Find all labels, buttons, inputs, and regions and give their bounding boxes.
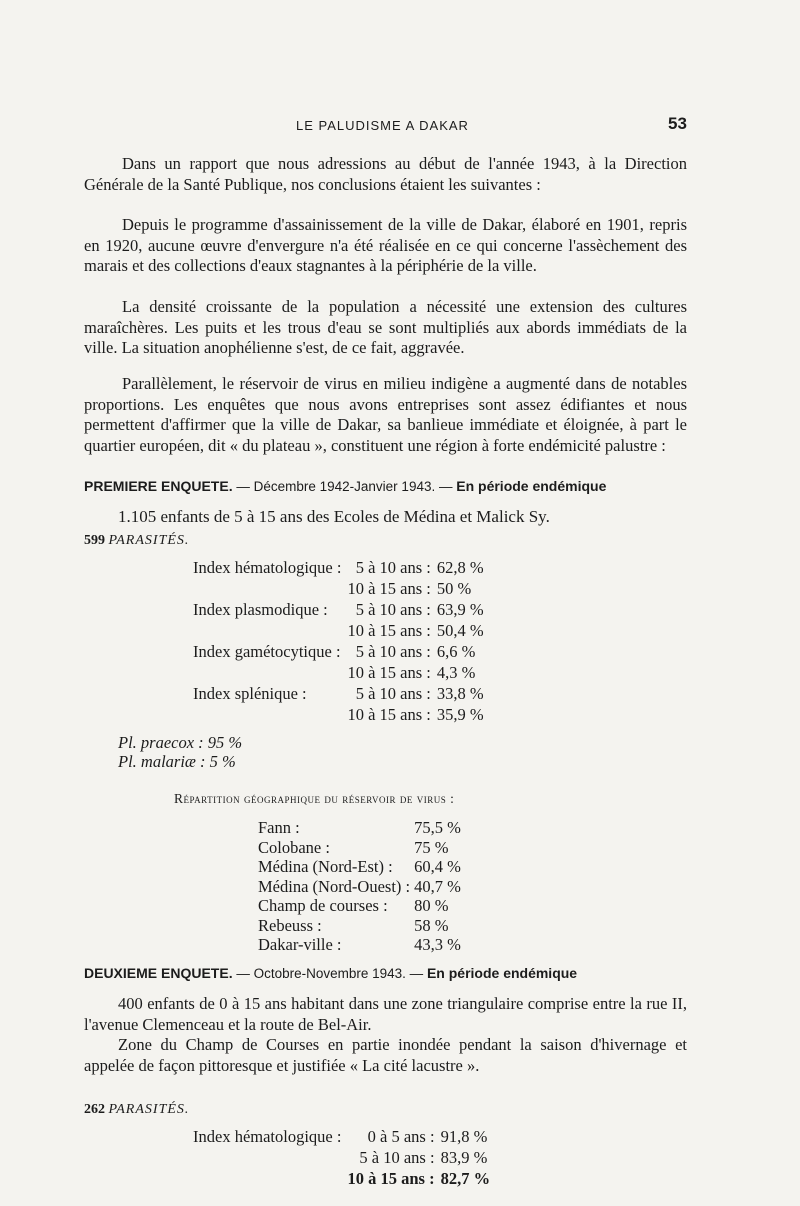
index-value: 82,7 % [440, 1169, 491, 1188]
index-value: 33,8 % [436, 684, 484, 703]
enquete2-paragraph-1: 400 enfants de 0 à 15 ans habitant dans une zone triangulaire comprise entre la rue II, l'avenue Clemenceau et la route de Bel-Air. [84, 994, 687, 1034]
table-row [256, 818, 463, 838]
index-name: Index plasmodique : [193, 600, 328, 619]
paragraph-3: La densité croissante de la population a nécessité une extension des cultures maraîchères. Les puits et les trous d'eau se sont multipliés aux abords immédiats de la ville. La situation anophélienne s'est, de ce fait, aggravée. [84, 297, 687, 357]
index-name: Index hématologique : [193, 558, 342, 577]
enquete1-dates: — Décembre 1942-Janvier 1943. — [236, 479, 453, 494]
index-name: Index splénique : [193, 684, 307, 703]
index-table-2 [190, 1126, 493, 1189]
value: 43,3 % [414, 935, 461, 954]
table-row [256, 857, 463, 877]
enquete2-dates: — Octobre-Novembre 1943. — [236, 966, 424, 981]
age-range: 5 à 10 ans : [355, 684, 431, 703]
table-row [256, 935, 463, 955]
table-row [190, 662, 487, 683]
enquete2-parasites [84, 1102, 189, 1118]
place: Champ de courses : [258, 896, 388, 915]
table-row [256, 896, 463, 916]
parasites-label: PARASITÉS. [108, 1102, 190, 1117]
age-range: 10 à 15 ans : [347, 579, 431, 598]
value: 80 % [414, 896, 449, 915]
place: Colobane : [258, 837, 330, 857]
age-range: 5 à 10 ans : [355, 642, 431, 661]
table-row [190, 557, 487, 578]
species-malariae: Pl. malariæ : 5 % [118, 752, 236, 771]
paragraph-4: Parallèlement, le réservoir de virus en milieu indigène a augmenté dans de notables proportions. Les enquêtes que nous avons entreprises sont assez édifiantes et nous permettent d'affirmer que la ville de Dakar, sa banlieue immédiate et éloignée, à part le quartier européen, dit « du plateau », constituent une région à forte endémicité palustre : [84, 374, 687, 455]
enquete1-title: PREMIERE ENQUETE. [84, 478, 233, 494]
paragraph-2: Depuis le programme d'assainissement de la ville de Dakar, élaboré en 1901, repris en 1920, aucune œuvre d'envergure n'a été réalisée en ce qui concerne l'assèchement des marais et des collections d'eaux stagnantes à la périphérie de la ville. [84, 215, 687, 275]
table-row [190, 1168, 493, 1189]
age-range: 0 à 5 ans : [367, 1127, 435, 1146]
place: Médina (Nord-Est) : [258, 857, 393, 876]
parasites-count: 262 [84, 1102, 105, 1117]
enquete2-heading [84, 965, 704, 981]
parasites-label: PARASITÉS. [108, 533, 190, 548]
repartition-title: Répartition géographique du réservoir de virus : [174, 791, 455, 806]
place: Rebeuss : [258, 915, 322, 935]
index-value: 4,3 % [436, 663, 476, 682]
table-row [190, 704, 487, 725]
place: Fann : [258, 818, 300, 837]
place: Dakar-ville : [258, 935, 342, 954]
age-range: 5 à 10 ans : [355, 558, 431, 577]
index-value: 50 % [436, 579, 472, 598]
index-name: Index gamétocytique : [193, 642, 341, 661]
running-head: LE PALUDISME A DAKAR [296, 118, 469, 133]
index-value: 63,9 % [436, 600, 484, 619]
parasites-count: 599 [84, 533, 105, 548]
enquete2-period: En période endémique [426, 965, 578, 981]
index-value: 35,9 % [436, 705, 484, 724]
value: 58 % [414, 915, 449, 935]
table-row [190, 683, 487, 704]
paragraph-1: Dans un rapport que nous adressions au début de l'année 1943, à la Direction Générale de la Santé Publique, nos conclusions étaient les suivantes : [84, 154, 687, 194]
enquete1-intro: 1.105 enfants de 5 à 15 ans des Ecoles de Médina et Malick Sy. [118, 507, 550, 526]
repartition-table [256, 818, 463, 955]
enquete1-parasites [84, 533, 189, 549]
age-range: 5 à 10 ans : [355, 600, 431, 619]
age-range: 10 à 15 ans : [347, 1169, 435, 1188]
value: 40,7 % [414, 876, 461, 896]
table-row [190, 620, 487, 641]
table-row [190, 641, 487, 662]
table-row [190, 599, 487, 620]
enquete1-period: En période endémique [456, 478, 607, 494]
age-range: 10 à 15 ans : [347, 663, 431, 682]
table-row [256, 916, 463, 936]
index-value: 6,6 % [436, 642, 476, 661]
index-table-1 [190, 557, 487, 725]
table-row [190, 1147, 493, 1168]
species-praecox: Pl. praecox : 95 % [118, 733, 243, 752]
value: 75 % [414, 837, 449, 857]
page-number: 53 [668, 114, 687, 133]
enquete2-paragraph-2: Zone du Champ de Courses en partie inondée pendant la saison d'hivernage et appelée de façon pittoresque et justifiée « La cité lacustre ». [84, 1035, 687, 1075]
value: 60,4 % [414, 857, 461, 876]
index-name: Index hématologique : [193, 1127, 342, 1146]
place: Médina (Nord-Ouest) : [258, 876, 411, 896]
index-value: 83,9 % [440, 1148, 488, 1167]
index-value: 91,8 % [440, 1127, 488, 1146]
age-range: 10 à 15 ans : [347, 705, 431, 724]
index-value: 50,4 % [436, 621, 484, 640]
table-row [256, 877, 463, 897]
table-row [190, 578, 487, 599]
enquete2-title: DEUXIEME ENQUETE. [84, 965, 233, 981]
value: 75,5 % [414, 818, 461, 837]
index-value: 62,8 % [436, 558, 484, 577]
table-row [190, 1126, 493, 1147]
table-row [256, 838, 463, 858]
age-range: 10 à 15 ans : [347, 621, 431, 640]
enquete1-heading [84, 478, 704, 494]
age-range: 5 à 10 ans : [359, 1148, 435, 1167]
